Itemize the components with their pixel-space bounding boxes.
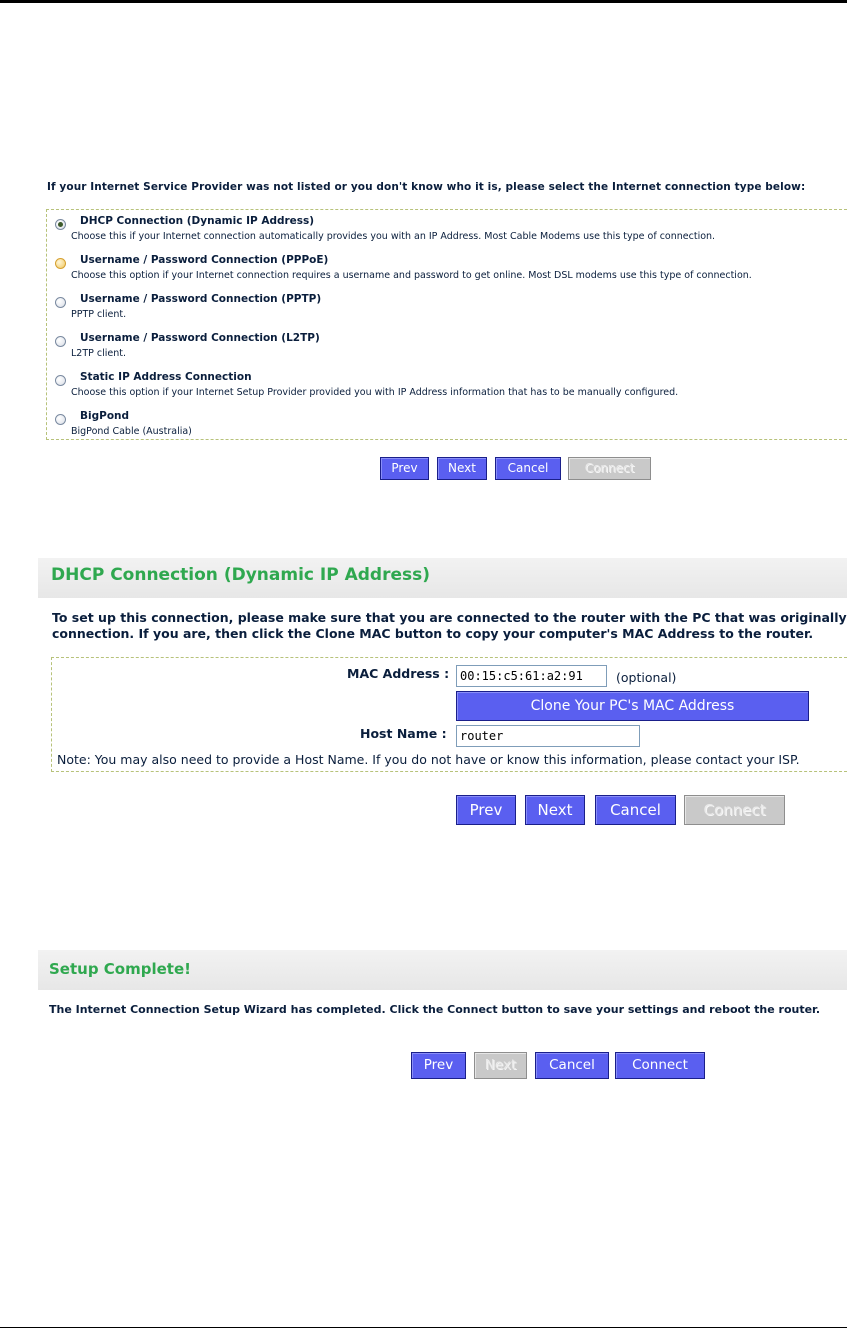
complete-next-button[interactable]: Next	[474, 1052, 527, 1079]
host-name-input[interactable]	[456, 725, 640, 747]
dhcp-description-line1: To set up this connection, please make sure that you are connected to the router with the PC that was originally	[52, 610, 847, 625]
radio-pptp[interactable]	[55, 297, 66, 308]
radio-l2tp[interactable]	[55, 336, 66, 347]
option-pppoe-title: Username / Password Connection (PPPoE)	[80, 254, 329, 266]
dhcp-title: DHCP Connection (Dynamic IP Address)	[51, 565, 431, 585]
connection-type-list	[46, 209, 847, 440]
dhcp-prev-button[interactable]: Prev	[456, 795, 516, 825]
dhcp-connect-button[interactable]: Connect	[684, 795, 785, 825]
dhcp-description	[52, 610, 847, 642]
connection-type-intro: If your Internet Service Provider was not listed or you don't know who it is, please select the Internet connection type below:	[47, 181, 806, 193]
complete-cancel-button[interactable]: Cancel	[535, 1052, 609, 1079]
option-l2tp-title: Username / Password Connection (L2TP)	[80, 332, 320, 344]
page-top-rule	[0, 0, 847, 3]
prev-button[interactable]: Prev	[380, 457, 429, 480]
cancel-button[interactable]: Cancel	[495, 457, 561, 480]
radio-static-ip[interactable]	[55, 375, 66, 386]
setup-complete-title: Setup Complete!	[49, 960, 191, 978]
option-pptp-title: Username / Password Connection (PPTP)	[80, 293, 322, 305]
dhcp-description-line2: connection. If you are, then click the Clone MAC button to copy your computer's MAC Address to the router.	[52, 626, 814, 641]
radio-bigpond[interactable]	[55, 414, 66, 425]
complete-connect-button[interactable]: Connect	[615, 1052, 705, 1079]
dhcp-header	[38, 558, 847, 598]
option-pptp-desc: PPTP client.	[71, 309, 127, 320]
clone-mac-button[interactable]: Clone Your PC's MAC Address	[456, 691, 809, 721]
option-dhcp-title: DHCP Connection (Dynamic IP Address)	[80, 215, 315, 227]
option-dhcp-desc: Choose this if your Internet connection automatically provides you with an IP Address. Most Cable Modems use this type of connection.	[71, 231, 716, 242]
mac-address-label: MAC Address :	[347, 666, 450, 681]
option-bigpond-desc: BigPond Cable (Australia)	[71, 426, 192, 437]
host-name-note: Note: You may also need to provide a Host Name. If you do not have or know this information, please contact your ISP.	[57, 752, 800, 767]
connect-button[interactable]: Connect	[568, 457, 651, 480]
setup-complete-header	[38, 950, 847, 990]
complete-prev-button[interactable]: Prev	[411, 1052, 466, 1079]
setup-complete-description: The Internet Connection Setup Wizard has completed. Click the Connect button to save your settings and reboot the router.	[49, 1003, 821, 1016]
dhcp-next-button[interactable]: Next	[525, 795, 585, 825]
radio-pppoe[interactable]	[55, 258, 66, 269]
page-bottom-rule	[0, 1327, 847, 1328]
option-static-ip-desc: Choose this option if your Internet Setup Provider provided you with IP Address information that has to be manually configured.	[71, 387, 679, 398]
next-button[interactable]: Next	[437, 457, 487, 480]
radio-dhcp[interactable]	[55, 219, 66, 230]
mac-address-input[interactable]	[456, 665, 607, 687]
host-name-label: Host Name :	[360, 726, 447, 741]
option-pppoe-desc: Choose this option if your Internet connection requires a username and password to get online. Most DSL modems use this type of connection.	[71, 270, 752, 281]
dhcp-cancel-button[interactable]: Cancel	[595, 795, 676, 825]
option-static-ip-title: Static IP Address Connection	[80, 371, 252, 383]
mac-optional-hint: (optional)	[616, 670, 677, 685]
option-bigpond-title: BigPond	[80, 410, 130, 422]
option-l2tp-desc: L2TP client.	[71, 348, 127, 359]
